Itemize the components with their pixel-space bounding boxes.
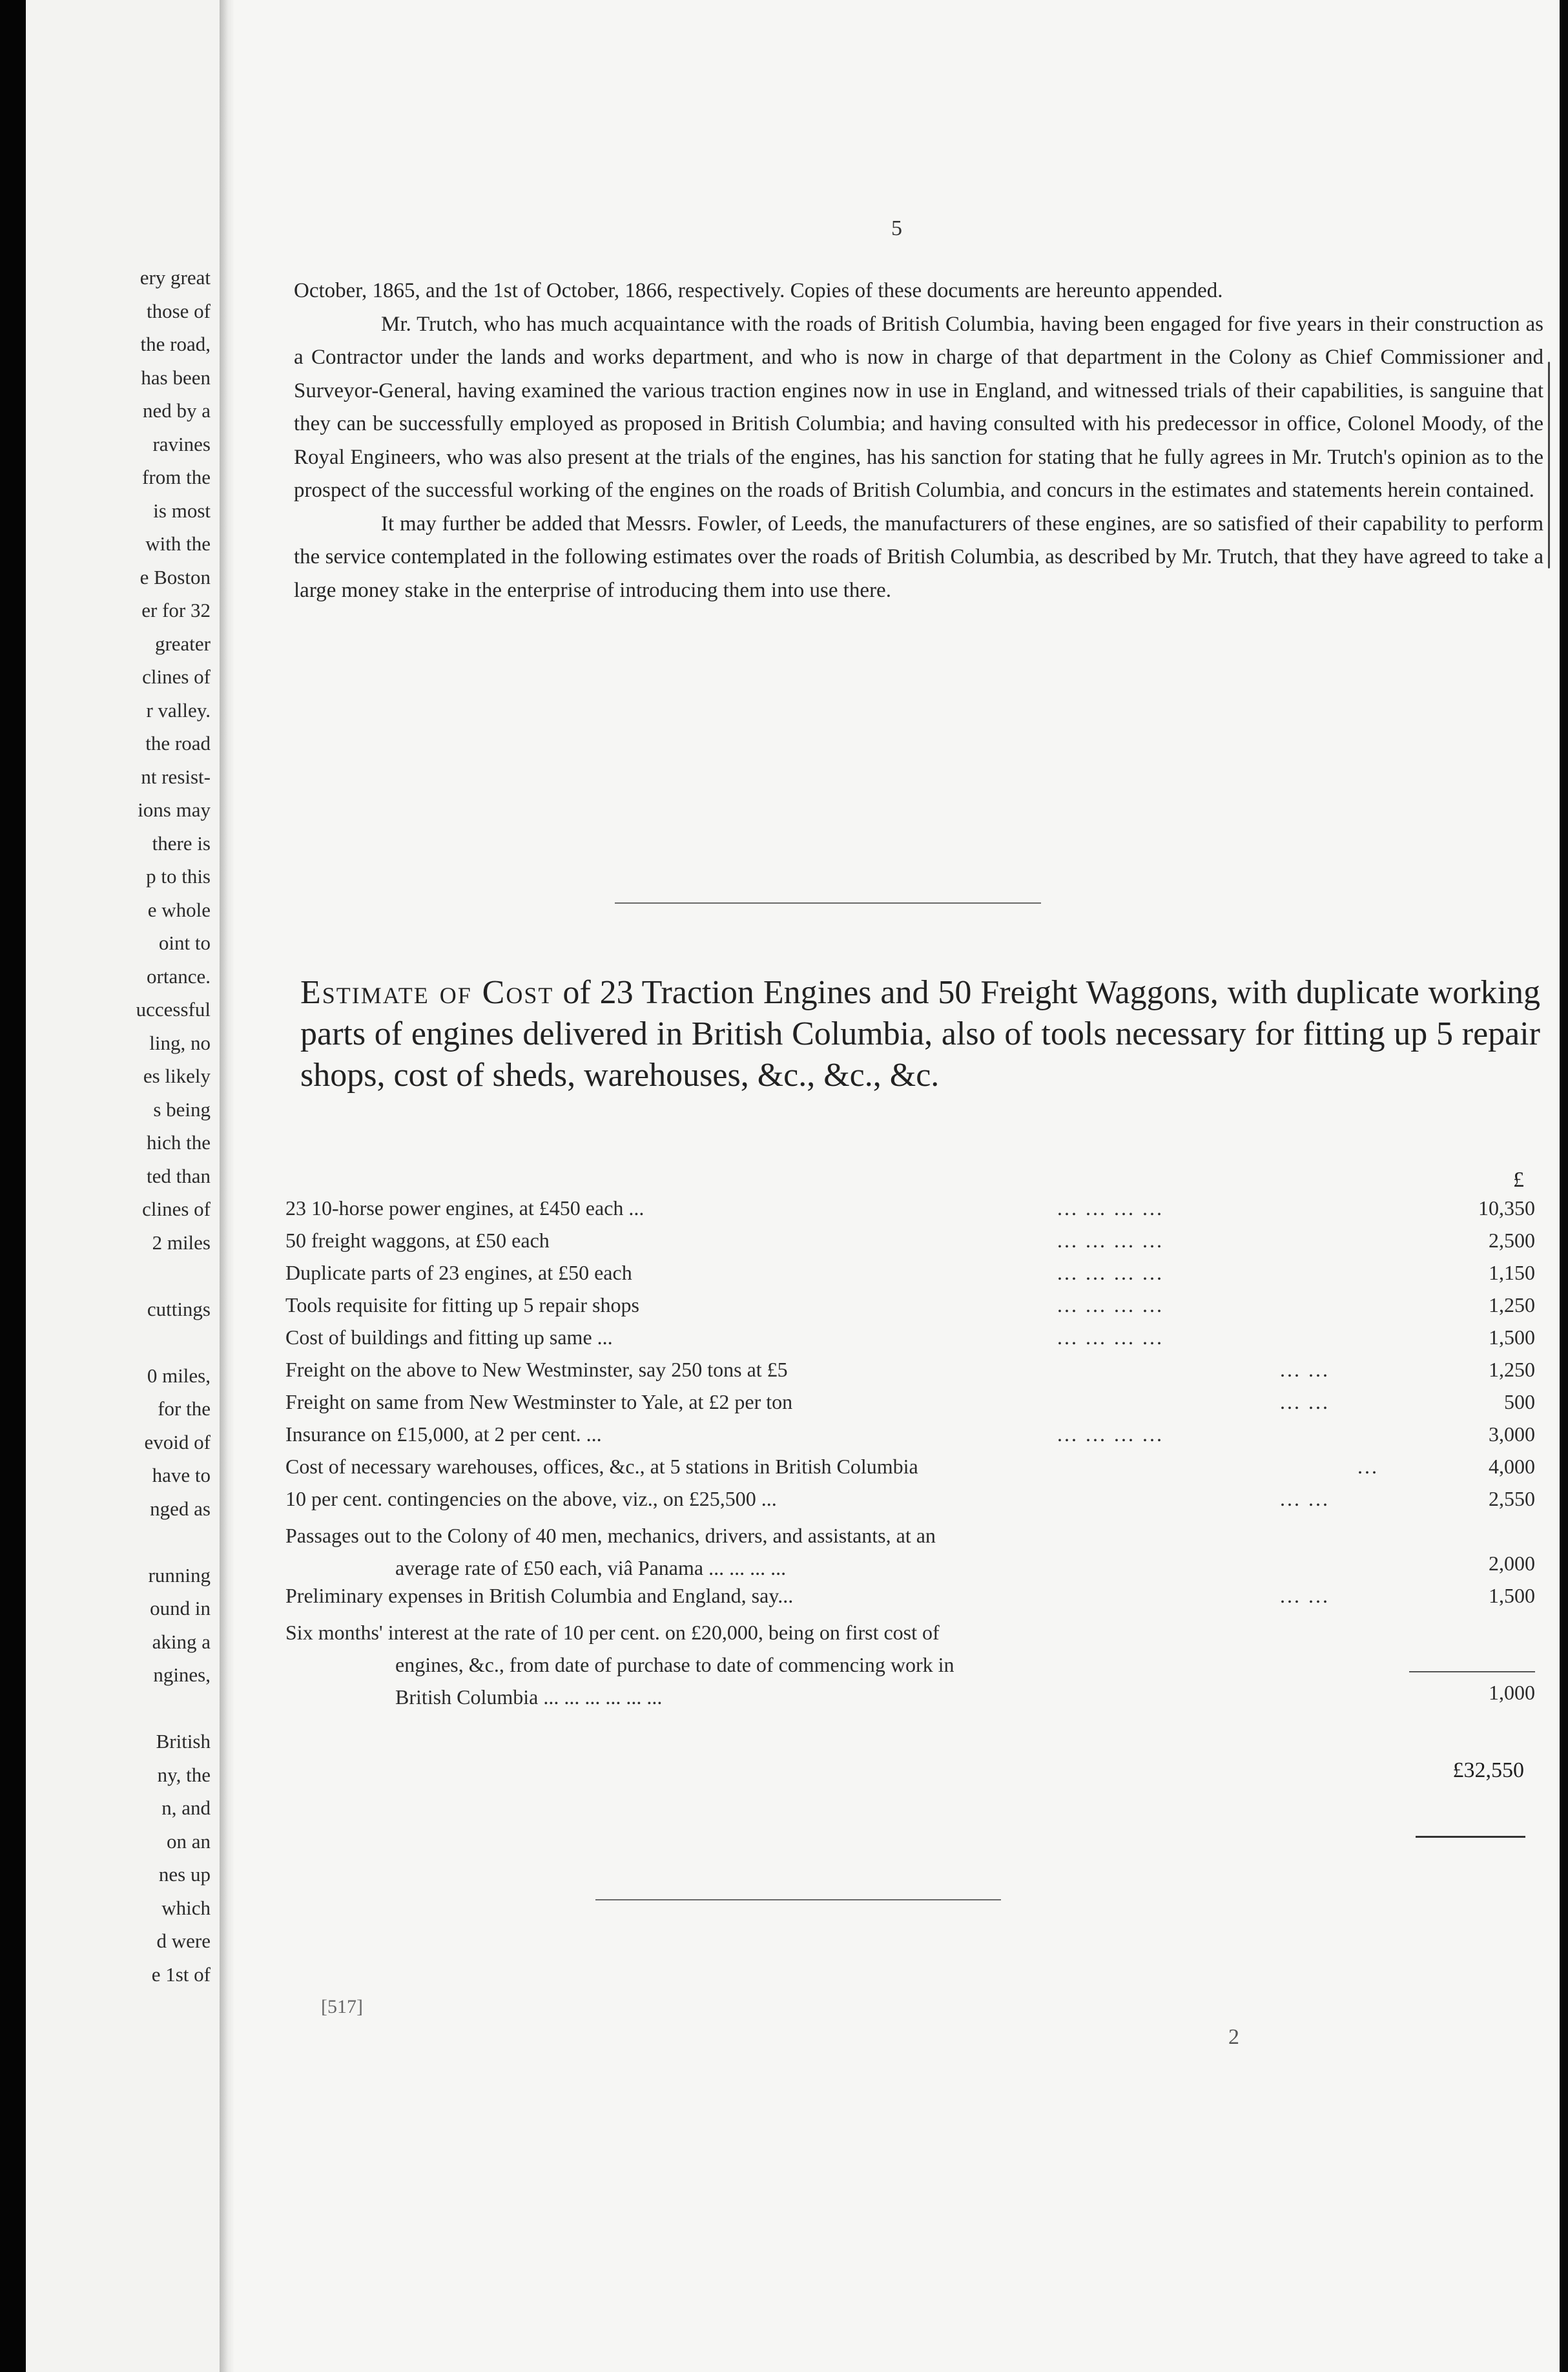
estimate-row: Freight on same from New Westminster to Yale, at £2 per ton ... ... 500 (285, 1390, 1535, 1413)
facing-page-text-fragment: the road, (140, 333, 211, 355)
facing-page-text-fragment: the road (145, 732, 211, 754)
facing-page-text-fragment: with the (145, 532, 211, 555)
facing-page-text-fragment: aking a (152, 1630, 211, 1653)
estimate-row: 10 per cent. contingencies on the above, viz., on £25,500 ... ... ... 2,550 (285, 1487, 1535, 1510)
paragraph-1: October, 1865, and the 1st of October, 1866, respectively. Copies of these documents are hereunto appended. (294, 279, 1223, 302)
facing-page-text-fragment: e Boston (139, 565, 211, 588)
facing-page-text-fragment: ned by a (142, 399, 211, 422)
facing-page-text-fragment: e 1st of (151, 1962, 211, 1986)
document-page (234, 0, 1560, 2372)
facing-page-text-fragment: is most (153, 499, 211, 522)
estimate-row: Tools requisite for fitting up 5 repair shops ... ... ... ... 1,250 (285, 1293, 1535, 1316)
facing-page-text-fragment: nt resist- (141, 765, 211, 788)
estimate-row: Freight on the above to New Westminster, say 250 tons at £5 ... ... 1,250 (285, 1358, 1535, 1381)
estimate-row: Cost of necessary warehouses, offices, &c., at 5 stations in British Columbia ... 4,000 (285, 1455, 1535, 1478)
facing-page-text-fragment: clines of (142, 665, 211, 688)
facing-page-text-fragment: from the (142, 466, 211, 488)
facing-page-text-fragment: those of (146, 299, 211, 322)
facing-page-text-fragment: 0 miles, (147, 1364, 211, 1387)
facing-page-text-fragment: er for 32 (141, 599, 211, 621)
estimate-row: Preliminary expenses in British Columbia and England, say... ... ... 1,500 (285, 1584, 1535, 1607)
facing-page-text-fragment: there is (152, 831, 211, 855)
paragraph-2: Mr. Trutch, who has much acquaintance with the roads of British Columbia, having been engaged for five years in their construction as a Contractor under the lands and works department, and who is now in charge of that department in the Colony as Chief Commissioner and Surveyor-General, having examined the various traction engines now in use in England, and witnessed trials of their capabilities, is sanguine that they can be successfully employed as proposed in British Columbia; and having consulted with his predecessor in office, Colonel Moody, of the Royal Engineers, who was also present at the trials of the engines, has his sanction for stating that he fully agrees in Mr. Trutch's opinion as to the prospect of the successful working of the engines on the roads of British Columbia, and concurs in the estimates and statements herein contained. (294, 312, 1543, 502)
section-divider (615, 902, 1041, 904)
heading-lead: Estimate of Cost (300, 974, 554, 1011)
facing-page-text-fragment: 2 miles (152, 1231, 211, 1254)
facing-page-text-fragment: ted than (147, 1164, 211, 1187)
sum-rule (1409, 1671, 1535, 1672)
margin-pencil-mark (1548, 362, 1550, 568)
facing-page-fragment (26, 0, 220, 2372)
paragraph-3: It may further be added that Messrs. Fowler, of Leeds, the manufacturers of these engines, are so satisfied of their capability to perform the service contemplated in the following estimates over the roads of British Columbia, as described by Mr. Trutch, that they have agreed to take a large money stake in the enterprise of introducing them into use there. (294, 512, 1543, 602)
facing-page-text-fragment: ound in (150, 1597, 211, 1619)
facing-page-text-fragment: has been (141, 366, 211, 389)
facing-page-text-fragment: nged as (150, 1497, 211, 1520)
facing-page-text-fragment: es likely (143, 1065, 211, 1087)
facing-page-text-fragment: running (148, 1563, 211, 1587)
facing-page-text-fragment: have to (152, 1464, 211, 1486)
facing-page-text-fragment: hich the (147, 1131, 211, 1154)
estimate-table (285, 1196, 1548, 1713)
facing-page-text-fragment: uccessful (136, 998, 211, 1021)
facing-page-text-fragment: on an (166, 1829, 211, 1853)
facing-page-text-fragment: greater (154, 632, 211, 655)
facing-page-text-fragment: n, and (161, 1796, 211, 1819)
estimate-total: £32,550 (1452, 1758, 1524, 1782)
estimate-heading (300, 972, 1541, 1096)
page-number: 5 (891, 216, 902, 240)
facing-page-text-fragment: ngines, (153, 1663, 211, 1686)
heading-text: of 23 Traction Engines and 50 Freight Waggons, with duplicate working parts of engines delivered in British Columbia, also of tools necessary for fitting up 5 repair shops, cost of sheds, warehouses, &c., &c., &c. (300, 974, 1541, 1094)
estimate-row: 50 freight waggons, at £50 each ... ... ... ... 2,500 (285, 1229, 1535, 1252)
estimate-row: Insurance on £15,000, at 2 per cent. ... ... ... ... ... 3,000 (285, 1422, 1535, 1446)
facing-page-text-fragment: e whole (147, 898, 211, 921)
facing-page-text-fragment: cuttings (147, 1297, 211, 1320)
facing-page-text-fragment: ny, the (157, 1763, 211, 1786)
total-underline (1416, 1836, 1525, 1838)
facing-page-text-fragment: British (156, 1730, 211, 1753)
estimate-row: Six months' interest at the rate of 10 per cent. on £20,000, being on first cost of engines, &c., from date of purchase to date of commencing work in British Columbia ... ... ... ... ... ... 1,000 (285, 1621, 1535, 1709)
facing-page-text-fragment: for the (158, 1397, 211, 1420)
facing-page-text-fragment: clines of (142, 1198, 211, 1220)
estimate-row: Passages out to the Colony of 40 men, mechanics, drivers, and assistants, at an average rate of £50 each, viâ Panama ... ... ... ... 2,000 (285, 1524, 1535, 1579)
body-text (294, 275, 1543, 607)
page-fold (220, 0, 234, 2372)
facing-page-text-fragment: ery great (139, 266, 211, 289)
facing-page-text-fragment: p to this (146, 865, 211, 888)
facing-page-text-fragment: evoid of (144, 1430, 211, 1453)
currency-column-header: £ (1513, 1168, 1524, 1192)
footer-sheet-number: 2 (1228, 2025, 1239, 2049)
facing-page-text-fragment: which (161, 1896, 211, 1919)
estimate-row: Duplicate parts of 23 engines, at £50 each ... ... ... ... 1,150 (285, 1261, 1535, 1284)
facing-page-text-fragment: oint to (158, 931, 211, 954)
scan-border-left (0, 0, 26, 2372)
scan-border-right (1560, 0, 1568, 2372)
end-divider (595, 1899, 1001, 1900)
estimate-row: Cost of buildings and fitting up same ... ... ... ... ... 1,500 (285, 1326, 1535, 1349)
facing-page-text-fragment: s being (153, 1098, 211, 1121)
facing-page-text-fragment: r valley. (146, 698, 211, 722)
facing-page-text-fragment: d were (156, 1930, 211, 1952)
footer-signature: [517] (321, 1996, 363, 2017)
facing-page-text-fragment: ortance. (147, 964, 211, 988)
facing-page-text-fragment: nes up (158, 1863, 211, 1886)
estimate-row: 23 10-horse power engines, at £450 each ... ... ... ... ... 10,350 (285, 1196, 1535, 1220)
facing-page-text-fragment: ling, no (149, 1031, 211, 1054)
facing-page-text-fragment: ions may (138, 798, 211, 821)
facing-page-text-fragment: ravines (152, 432, 211, 455)
